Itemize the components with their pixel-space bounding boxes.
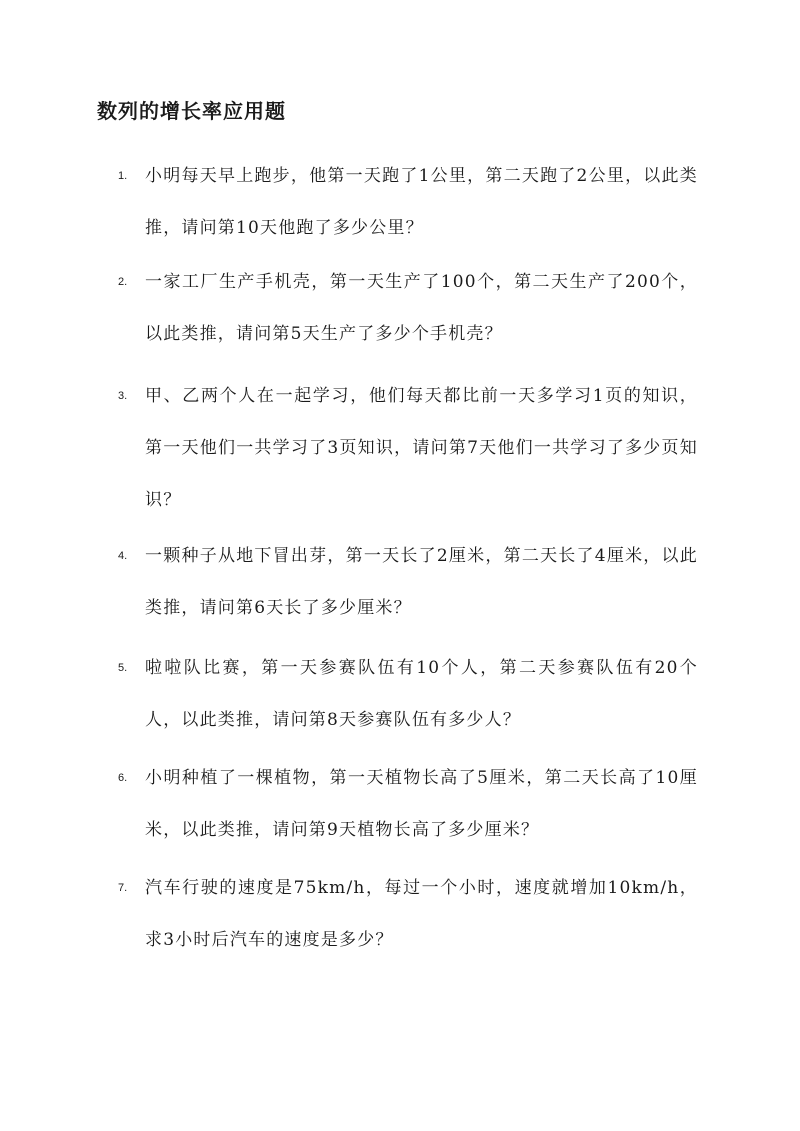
question-number: 3. [118,390,128,402]
question-text: 小明种植了一棵植物，第一天植物长高了5厘米，第二天长高了10厘米，以此类推，请问第9天植物长高了多少厘米？ [145,768,698,840]
question-item [118,862,698,966]
question-number: 2. [118,276,128,288]
question-number: 7. [118,882,128,894]
question-number: 6. [118,772,128,784]
question-item [118,642,698,746]
question-number: 4. [118,550,128,562]
question-text: 啦啦队比赛，第一天参赛队伍有10个人，第二天参赛队伍有20个人，以此类推，请问第8天参赛队伍有多少人？ [145,658,698,730]
question-item [118,370,698,526]
question-text: 一颗种子从地下冒出芽，第一天长了2厘米，第二天长了4厘米，以此类推，请问第6天长了多少厘米？ [145,546,698,618]
question-number: 5. [118,662,128,674]
question-text: 甲、乙两个人在一起学习，他们每天都比前一天多学习1页的知识，第一天他们一共学习了3页知识，请问第7天他们一共学习了多少页知识？ [145,386,698,510]
question-number: 1. [118,170,128,182]
question-item [118,752,698,856]
question-item [118,530,698,634]
page-title: 数列的增长率应用题 [97,99,286,123]
question-text: 汽车行驶的速度是75km/h，每过一个小时，速度就增加10km/h，求3小时后汽车的速度是多少？ [145,878,698,950]
question-text: 小明每天早上跑步，他第一天跑了1公里，第二天跑了2公里，以此类推，请问第10天他跑了多少公里？ [145,166,698,238]
question-item [118,150,698,254]
question-item [118,256,698,360]
question-text: 一家工厂生产手机壳，第一天生产了100个，第二天生产了200个，以此类推，请问第5天生产了多少个手机壳？ [145,272,698,344]
